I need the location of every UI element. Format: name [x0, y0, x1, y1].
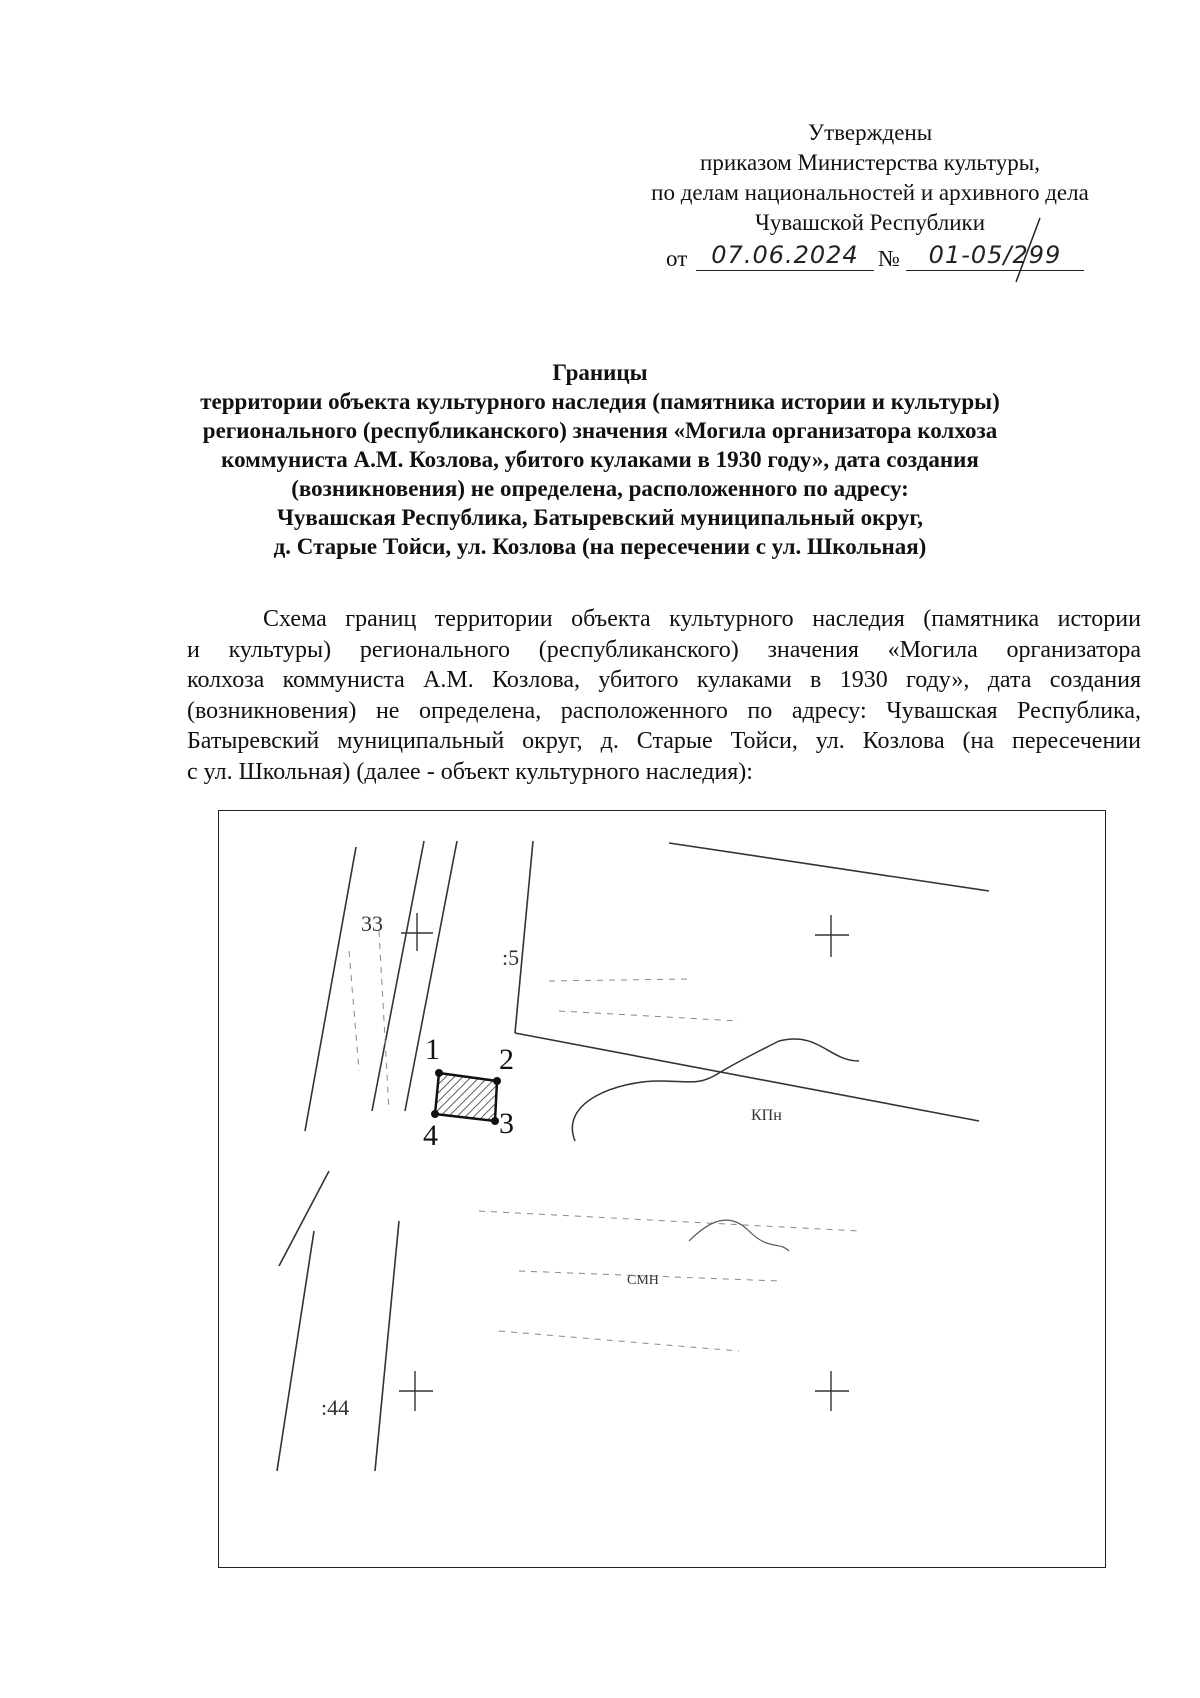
parcel-label-44: :44 [321, 1395, 350, 1420]
approval-order-line: приказом Министерства культуры, [700, 150, 1040, 175]
title-line-7: д. Старые Тойси, ул. Козлова (на пересечении с ул. Школьная) [273, 534, 927, 559]
date-prefix-label: от [666, 246, 688, 271]
paragraph-line-3: колхоза коммуниста А.М. Козлова, убитого кулаками в 1930 году», дата создания [187, 667, 1141, 693]
boundary-polygon [435, 1073, 497, 1121]
paragraph-line-4: (возникновения) не определена, расположенного по адресу: Чувашская Республика, [187, 697, 1141, 724]
point-label-2: 2 [499, 1043, 514, 1076]
point-label-1: 1 [425, 1033, 440, 1066]
stream-curve-2 [689, 1220, 789, 1251]
signature-slash [1010, 216, 1050, 286]
order-date: 07.06.2024 [696, 240, 874, 271]
vertex-point-1 [435, 1069, 443, 1077]
paragraph-line-2: и культуры) регионального (республиканского) значения «Могила организатора [187, 636, 1141, 663]
number-prefix-label: № [878, 246, 900, 271]
map-drawing [219, 811, 1105, 1567]
title-line-6: Чувашская Республика, Батыревский муниципальный округ, [277, 505, 923, 530]
paragraph-line-6: с ул. Школьная) (далее - объект культурного наследия): [187, 758, 753, 785]
scheme-description [187, 604, 1141, 787]
title-line-2: территории объекта культурного наследия (памятника истории и культуры) [200, 389, 1000, 414]
approval-date-number-row [600, 240, 1140, 274]
title-line-3: регионального (республиканского) значения «Могила организатора колхоза [202, 418, 998, 443]
paragraph-line-1: Схема границ территории объекта культурного наследия (памятника истории [263, 606, 1141, 632]
vertex-point-4 [431, 1110, 439, 1118]
boundary-map [218, 810, 1106, 1568]
vertex-point-2 [493, 1077, 501, 1085]
grid-crosses [399, 913, 849, 1411]
vertex-point-3 [491, 1117, 499, 1125]
order-number: 01-05/299 [906, 240, 1084, 271]
point-label-4: 4 [423, 1119, 438, 1152]
title-line-4: коммуниста А.М. Козлова, убитого кулаками в 1930 году», дата создания [221, 447, 979, 472]
paragraph-line-5: Батыревский муниципальный округ, д. Старые Тойси, ул. Козлова (на пересечении [187, 728, 1141, 754]
approval-heading: Утверждены [807, 120, 933, 145]
approval-ministry-line: по делам национальностей и архивного дела [651, 180, 1089, 205]
document-title [120, 358, 1080, 561]
point-label-3: 3 [499, 1107, 514, 1140]
road-lines [277, 841, 989, 1471]
parcel-label-33: 33 [361, 911, 383, 936]
map-label-cmh: СМН [627, 1273, 659, 1288]
approval-republic-line: Чувашской Республики [754, 210, 986, 235]
approval-block [600, 118, 1140, 274]
title-line-1: Границы [552, 360, 648, 385]
title-line-5: (возникновения) не определена, расположенного по адресу: [291, 476, 909, 501]
parcel-label-5: :5 [502, 945, 520, 970]
map-label-kpn: КПн [751, 1107, 782, 1124]
